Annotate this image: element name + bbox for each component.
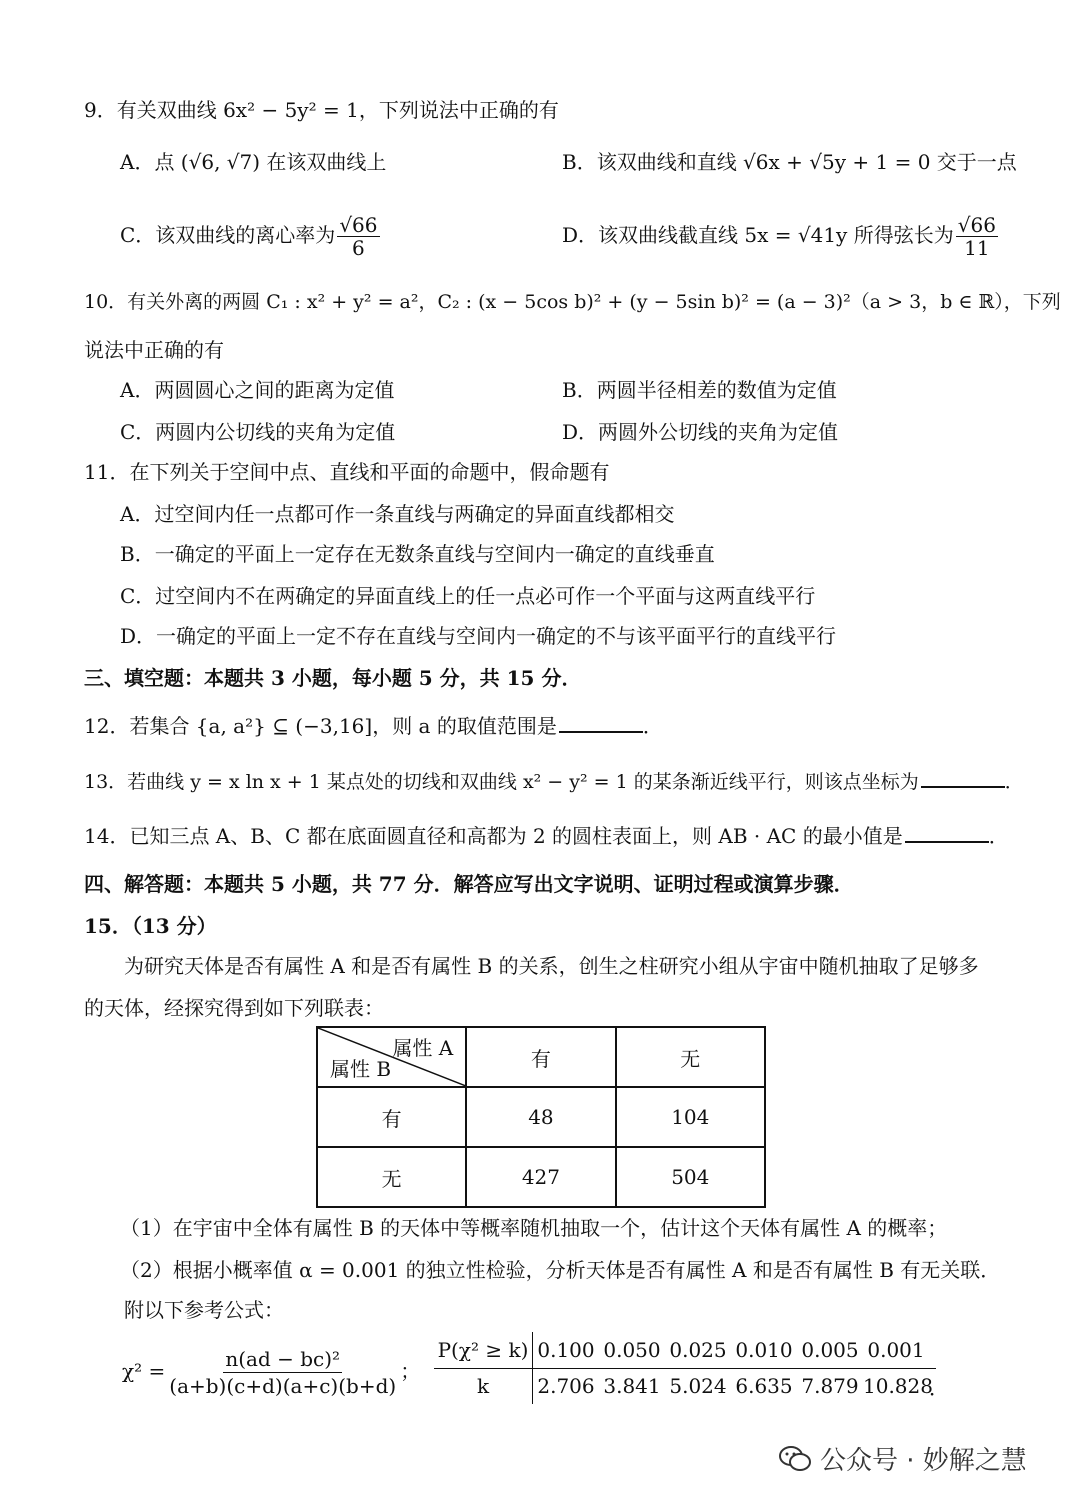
q11-option-a: A．过空间内任一点都可作一条直线与两确定的异面直线都相交 bbox=[120, 502, 675, 526]
k-value: 5.024 bbox=[669, 1374, 727, 1398]
formula-fraction: $\frac{\text{n(ad − bc)²}}{(a+b)(c+d)(a+c)(b+d)}$ bbox=[169, 1347, 397, 1398]
table-cell: 104 bbox=[616, 1087, 765, 1147]
k-value: 10.828 bbox=[863, 1374, 933, 1398]
q9-option-b: B．该双曲线和直线 √6x + √5y + 1 = 0 交于一点 bbox=[562, 150, 1017, 174]
q10-option-c: C．两圆内公切线的夹角为定值 bbox=[120, 420, 396, 444]
q10-stem-line1: 10．有关外离的两圆 C₁ : x² + y² = a²，C₂ : (x − 5cos b)² + (y − 5sin b)² = (a − 3)²（a > 3，b ∈ ℝ），下列 bbox=[84, 291, 1061, 313]
q13-text: 13．若曲线 y = x ln x + 1 某点处的切线和双曲线 x² − y² = 1 的某条渐近线平行，则该点坐标为 bbox=[84, 771, 919, 793]
q15-paragraph-2: 的天体，经探究得到如下列联表： bbox=[84, 996, 384, 1020]
row-label: 有 bbox=[317, 1087, 466, 1147]
table-row bbox=[317, 1087, 765, 1147]
q9-option-d-text: D．该双曲线截直线 5x = √41y 所得弦长为 bbox=[562, 223, 954, 247]
label-k: k bbox=[434, 1368, 533, 1404]
q12: 12．若集合 {a, a²} ⊆ (−3,16]，则 a 的取值范围是 ． bbox=[84, 714, 663, 738]
q15-reference-label: 附以下参考公式： bbox=[124, 1298, 284, 1322]
q10-stem-line2: 说法中正确的有 bbox=[84, 338, 224, 362]
k-value: 6.635 bbox=[735, 1374, 793, 1398]
table-cell: 48 bbox=[466, 1087, 615, 1147]
q12-text: 12．若集合 {a, a²} ⊆ (−3,16]，则 a 的取值范围是 bbox=[84, 714, 557, 738]
q14-answer-blank bbox=[905, 823, 989, 843]
q9-option-c-fraction: $\frac{√66}{6}$ bbox=[339, 213, 378, 260]
q13-answer-blank bbox=[921, 768, 1005, 788]
row-header-label: 属性 B bbox=[330, 1057, 392, 1081]
k-value: 7.879 bbox=[801, 1374, 859, 1398]
critical-row-p bbox=[434, 1332, 949, 1368]
col-label-wu: 无 bbox=[616, 1027, 765, 1087]
q15-paragraph-1: 为研究天体是否有属性 A 和是否有属性 B 的关系，创生之柱研究小组从宇宙中随机抽取了足够多 bbox=[124, 954, 979, 978]
q12-answer-blank bbox=[559, 713, 643, 733]
k-value: 2.706 bbox=[537, 1374, 595, 1398]
q11-option-b: B．一确定的平面上一定存在无数条直线与空间内一确定的直线垂直 bbox=[120, 542, 715, 566]
formula-lhs: χ² = bbox=[122, 1359, 166, 1383]
q11-option-d: D．一确定的平面上一定不存在直线与空间内一确定的不与该平面平行的直线平行 bbox=[120, 624, 837, 648]
q9-option-d-fraction: $\frac{√66}{11}$ bbox=[957, 213, 996, 260]
table-header-row bbox=[317, 1027, 765, 1087]
chi-square-formula: χ² = $\frac{\text{n(ad − bc)²}}{(a+b)(c+d)(a+c)(b+d)}$ ； bbox=[122, 1347, 421, 1398]
contingency-table bbox=[316, 1026, 766, 1208]
table-divider bbox=[434, 1368, 936, 1369]
q10-option-a: A．两圆圆心之间的距离为定值 bbox=[120, 378, 395, 402]
p-value: 0.001 bbox=[867, 1338, 925, 1362]
q9-option-c bbox=[120, 210, 382, 260]
p-value: 0.005 bbox=[801, 1338, 859, 1362]
q15-heading: 15．（13 分） bbox=[84, 914, 217, 938]
label-p: P(χ² ≥ k) bbox=[434, 1332, 533, 1368]
section-3-heading: 三、填空题：本题共 3 小题，每小题 5 分，共 15 分． bbox=[84, 666, 582, 690]
q14: 14．已知三点 A、B、C 都在底面圆直径和高都为 2 的圆柱表面上，则 AB · AC 的最小值是 ． bbox=[84, 824, 1009, 848]
q9-option-a: A．点 (√6, √7) 在该双曲线上 bbox=[120, 150, 387, 174]
section-4-heading: 四、解答题：本题共 5 小题，共 77 分．解答应写出文字说明、证明过程或演算步骤． bbox=[84, 872, 854, 896]
table-diagonal-header bbox=[317, 1027, 466, 1087]
q13: 13．若曲线 y = x ln x + 1 某点处的切线和双曲线 x² − y² = 1 的某条渐近线平行，则该点坐标为 ． bbox=[84, 768, 1024, 796]
q10-option-b: B．两圆半径相差的数值为定值 bbox=[562, 378, 837, 402]
table-cell: 504 bbox=[616, 1147, 765, 1207]
q9-option-c-text: C．该双曲线的离心率为 bbox=[120, 223, 336, 247]
col-header-label: 属性 A bbox=[392, 1036, 454, 1060]
k-value: 3.841 bbox=[603, 1374, 661, 1398]
q11-stem: 11．在下列关于空间中点、直线和平面的命题中，假命题有 bbox=[84, 460, 610, 484]
p-value: 0.010 bbox=[735, 1338, 793, 1362]
q15-subquestion-2: （2）根据小概率值 α = 0.001 的独立性检验，分析天体是否有属性 A 和是否有属性 B 有无关联． bbox=[120, 1258, 1001, 1282]
table-cell: 427 bbox=[466, 1147, 615, 1207]
p-value: 0.025 bbox=[669, 1338, 727, 1362]
q11-option-c: C．过空间内不在两确定的异面直线上的任一点必可作一个平面与这两直线平行 bbox=[120, 584, 816, 608]
p-value: 0.100 bbox=[537, 1338, 595, 1362]
q9-stem: 9．有关双曲线 6x² − 5y² = 1，下列说法中正确的有 bbox=[84, 98, 559, 122]
watermark bbox=[778, 1440, 1027, 1477]
q15-subquestion-1: （1）在宇宙中全体有属性 B 的天体中等概率随机抽取一个，估计这个天体有属性 A 的概率； bbox=[120, 1216, 948, 1240]
watermark-text: 公众号 · 妙解之慧 bbox=[820, 1446, 1027, 1476]
critical-value-table bbox=[434, 1332, 949, 1404]
col-label-you: 有 bbox=[466, 1027, 615, 1087]
q14-text: 14．已知三点 A、B、C 都在底面圆直径和高都为 2 的圆柱表面上，则 AB · AC 的最小值是 bbox=[84, 824, 903, 848]
wechat-icon bbox=[778, 1444, 812, 1474]
q10-option-d: D．两圆外公切线的夹角为定值 bbox=[562, 420, 839, 444]
table-row bbox=[317, 1147, 765, 1207]
p-value: 0.050 bbox=[603, 1338, 661, 1362]
row-label: 无 bbox=[317, 1147, 466, 1207]
critical-row-k: k 2.706 3.841 5.024 6.635 7.879 10.828 ． bbox=[434, 1368, 949, 1404]
q9-option-d bbox=[562, 210, 1000, 260]
